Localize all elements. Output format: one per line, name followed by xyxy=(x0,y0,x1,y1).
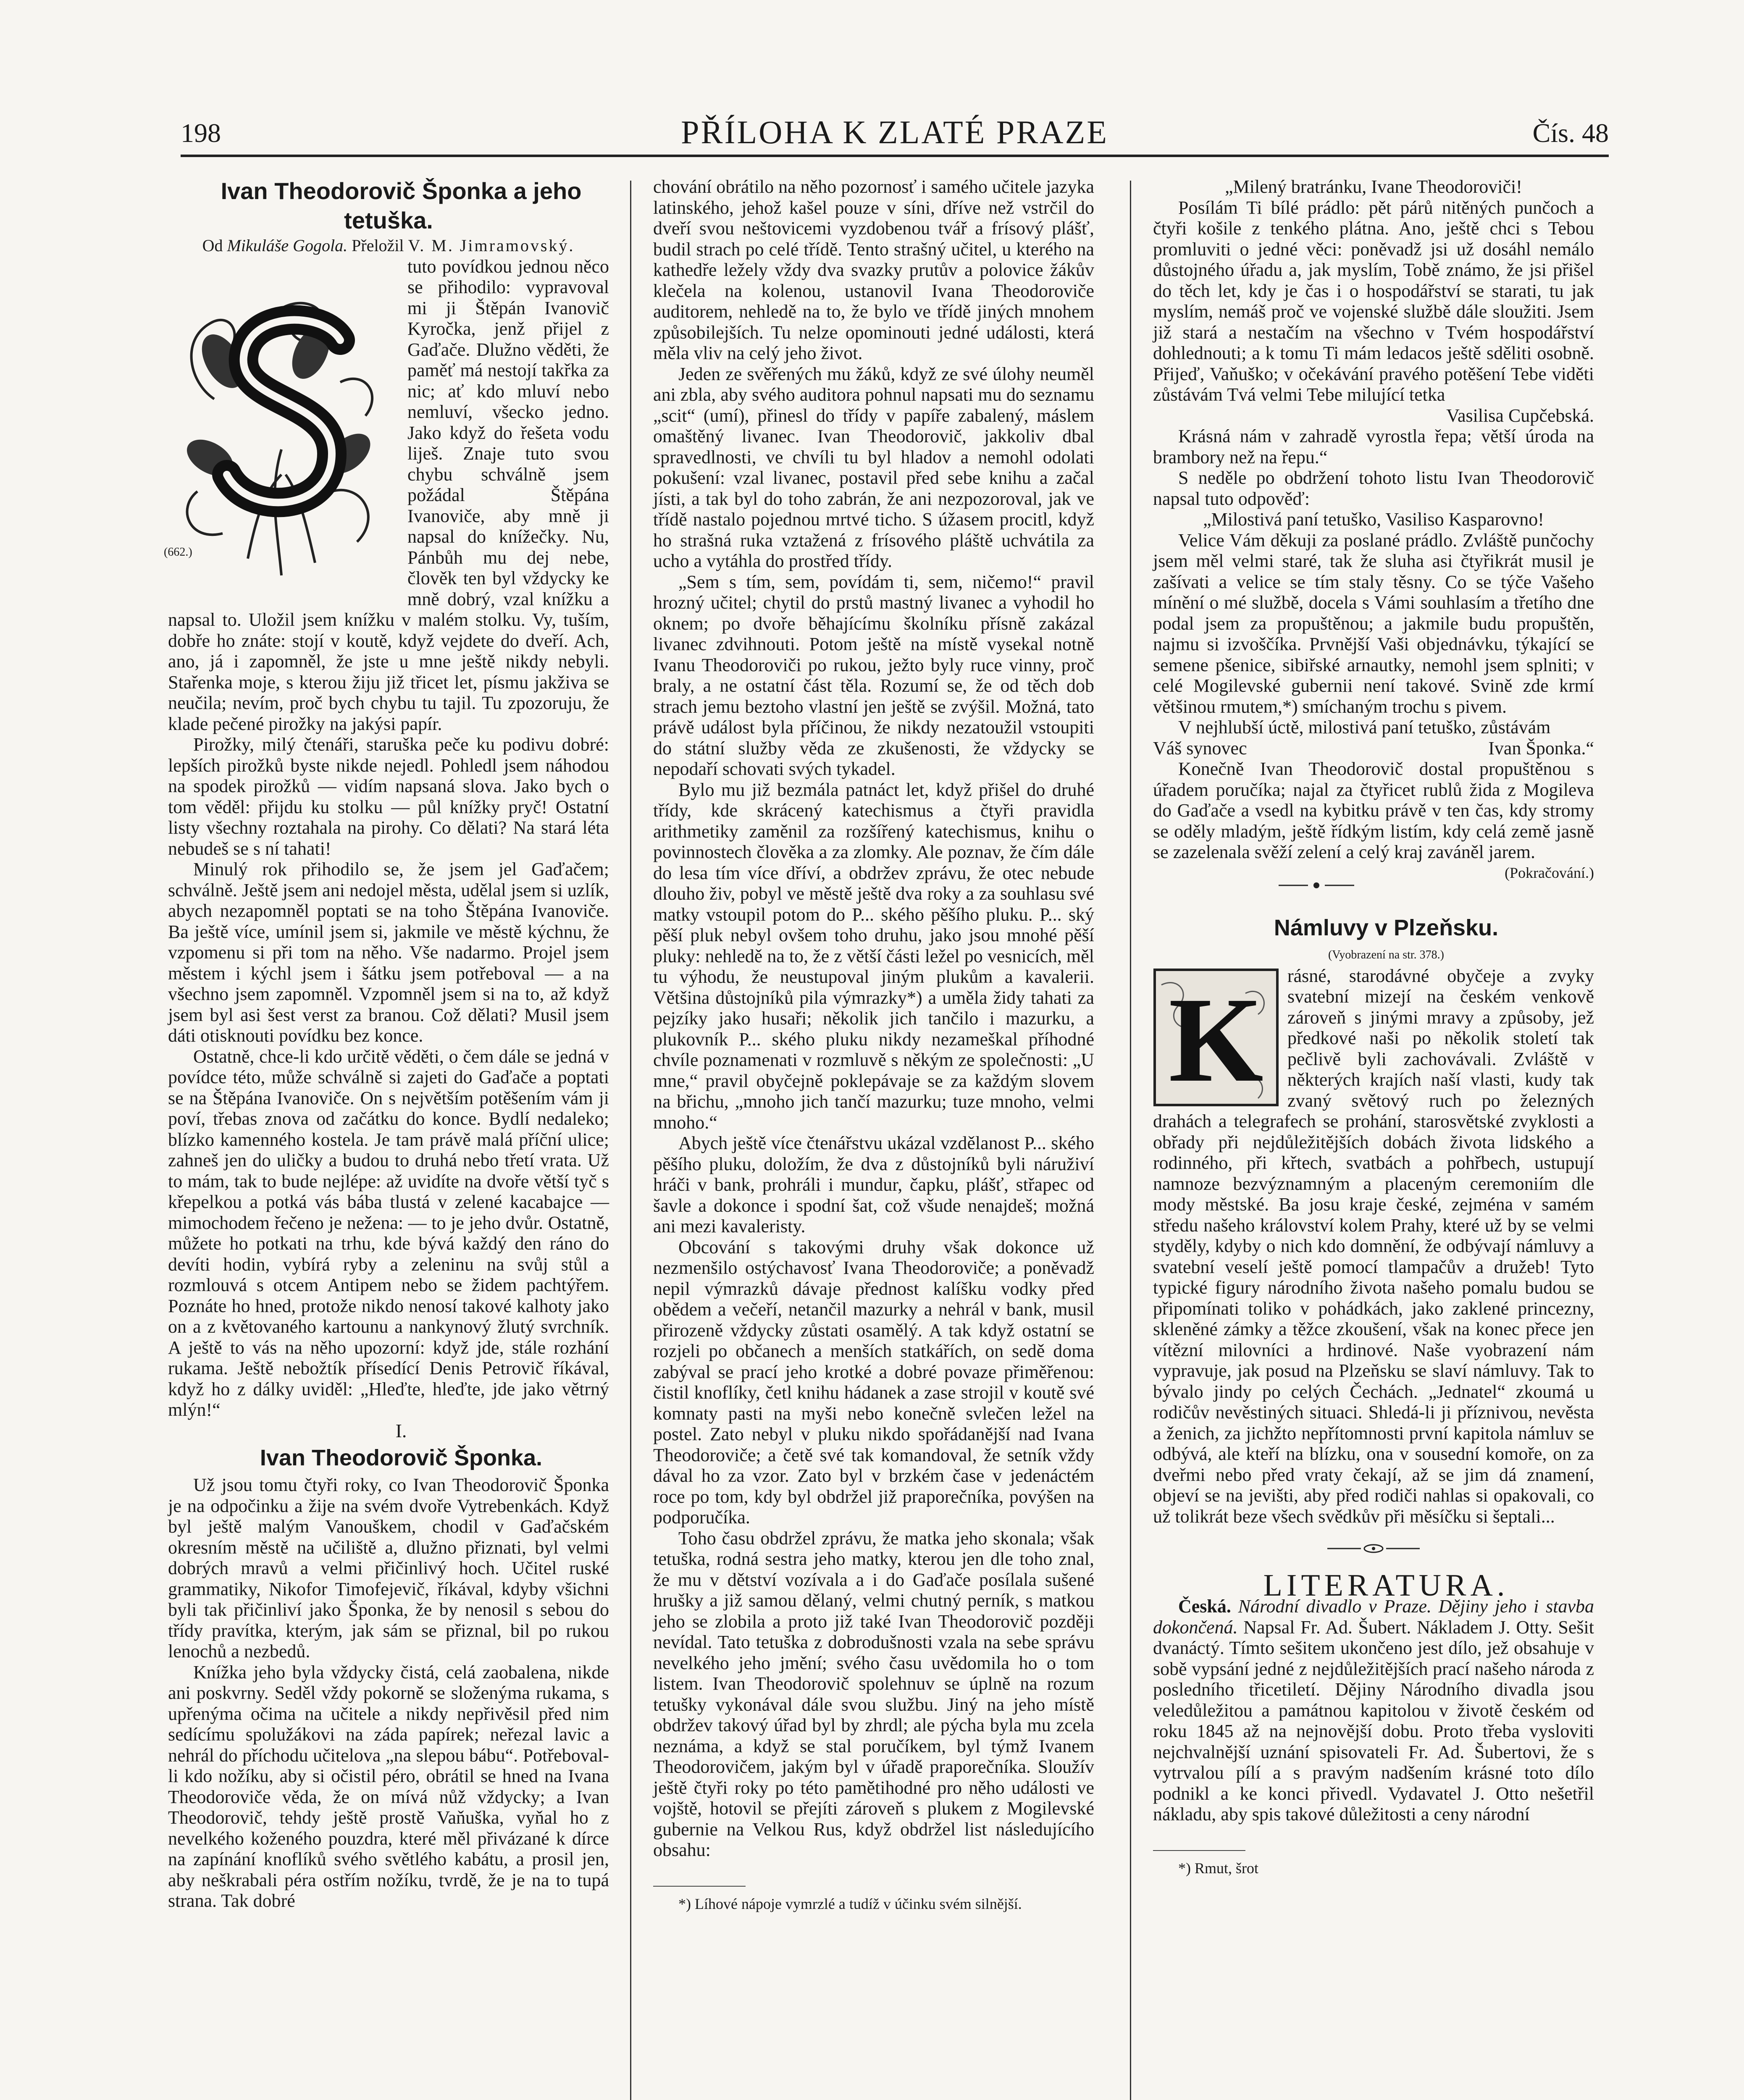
letter-signature: Vasilisa Cupčebská. xyxy=(1446,405,1594,426)
issue-number: Čís. 48 xyxy=(1532,118,1609,148)
section-title: Námluvy v Plzeňsku. xyxy=(1274,915,1499,940)
column-divider-2 xyxy=(1130,181,1131,2100)
ornament-icon xyxy=(1327,1544,1420,1554)
literature-heading: LITERATURA. xyxy=(1263,1568,1509,1603)
article-byline xyxy=(168,235,609,256)
letter-sign-line xyxy=(1153,738,1594,759)
paragraph xyxy=(1153,759,1594,881)
continued-note: (Pokračování.) xyxy=(1505,864,1594,881)
paragraph: Už jsou tomu čtyři roky, co Ivan Theodorovič Šponka je na odpočinku a žije na svém dvoře Vytrebenkách. Když byl ještě malým Vanouškem, chodil v Gaďačském okresním městě na učiliště a, dlužno přiznati, byl velmi dobrých mravů a velmi přičinlivý hoch. Učitel ruské grammatiky, Nikofor Timofejevič, říkával, kdyby všichni byli tak přičinliví jako Šponka, že by nenosil s sebou do třídy pravítka, kterým, jak sám se přiznal, bil po rukou lenochů a nezbedů. xyxy=(168,1475,609,1662)
illustration-number: (662.) xyxy=(164,546,192,559)
paragraph-text: Konečně Ivan Theodorovič dostal propuštěnou s úřadem poručíka; najal za čtyřicet rublů žida z Mogileva do Gaďače a vsedl na kybitku právě v ten čas, kdy stromy se oděly mladým, ještě řídkým listím, kdy celá země jasně se zazelenala svěží zelení a celý kraj zaváněl jarem. xyxy=(1153,759,1594,862)
letter-closing-word: Váš synovec xyxy=(1153,738,1247,759)
letter-closing: V nejhlubší úctě, milostivá paní tetuško, zůstávám xyxy=(1178,717,1551,738)
paragraph: Pirožky, milý čtenáři, staruška peče ku podivu dobré: lepších pirožků byste nikde nejedl. Pohledl jsem náhodou na spodek pirožků — vidím napsaná slova. Jako bych o tom věděl: přijdu ku stolku — půl knížky pryč! Ostatní listy všechny roztahala na pirohy. Co dělati? Na stará léta nebudeš se s ní tahati! xyxy=(168,734,609,859)
ornamental-k-icon xyxy=(1153,968,1279,1107)
ornament-icon xyxy=(1279,881,1354,890)
section-number: I. xyxy=(395,1420,407,1441)
paragraph: Jeden ze svěřených mu žáků, když ze své úlohy neuměl ani zbla, aby svého auditora pohnul napsati mu do seznamu „scit“ (umí), přinesl do třídy v papíře zabalený, máslem omaštěný livanec. Ivan Theodorovič, jakkoliv dbal spravedlnosti, ve chvíli tu byl hladov a nemohl odolati pokušení: vzal livanec, postavil před sebe knihu a začal jísti, a tak byl do toho zabrán, že ani nezpozoroval, jak ve třídě nastalo pojednou mrtvé ticho. S úžasem procitl, když ho strašná ruka vztažená z frísového pláště uchvátila za ucho a vytáhla do prostřed třídy. xyxy=(653,363,1094,571)
literature-label: Česká. xyxy=(1178,1596,1231,1617)
paragraph: chování obrátilo na něho pozornosť i samého učitele jazyka latinského, jehož kašel pouze v síni, dříve než vstrčil do dveří svou neštovicemi vyzdobenou tvář a frísový plášť, budil strach po celé třídě. Tento strašný učitel, u kterého na kathedře ležely vždy dva svazky prutův a polovice žákův klečela na kolenou, ustanovil Ivana Theodoroviče auditorem, nehledě na to, že bylo ve třídě jiných mnohem způsobilejších. Tu nelze opominouti jedné události, která měla vliv na celý jeho život. xyxy=(653,176,1095,363)
page-number: 198 xyxy=(181,118,221,148)
paragraph: Toho času obdržel zprávu, že matka jeho skonala; však tetuška, rodná sestra jeho matky, kterou jen dle toho znal, že mu v dětství vozívala a i do Gaďače posílala sušené hrušky a již samou dělaný, velmi chutný perník, s matkou jeho se zlobila a proto již také Ivan Theodorovič později nevídal. Tato tetuška z dobrodušnosti vzala na sebe správu nevelkého jeho jmění; svého času uvědomila ho o tom listem. Ivan Theodorovič spolehnuv se úplně na rozum tetušky vykonával dále svou službu. Jiný na jeho místě obdržev takový úřad byl by zhrdl; ale pýcha byla mu zcela neznáma, a když se stal poručíkem, byl týmž Ivanem Theodorovičem, jakým byl v úřadě praporečníka. Sloužív ještě čtyři roky po této pamětihodné pro něho události ve vojště, hotovil se přejíti zároveň s plukem z Mogilevské gubernie na Velkou Rus, když obdržel list následujícího obsahu: xyxy=(653,1528,1094,1860)
letter-postscript: Krásná nám v zahradě vyrostla řepa; větší úroda na brambory než na řepu.“ xyxy=(1153,426,1594,467)
author-name: Mikuláše Gogola. xyxy=(227,236,348,255)
ornament-divider xyxy=(1153,1538,1594,1559)
letter-salutation: „Milený bratránku, Ivane Theodoroviči! xyxy=(1225,176,1522,197)
letter-paragraph: Posílám Ti bílé prádlo: pět párů nitěných punčoch a čtyři košile z tenkého plátna. Ano, ještě chci s Tebou promluviti o jedné věci: poněvadž jsi už dosáhl nemálo důstojného úřadu a, jak myslím, Tobě známo, že jsi přišel do těch let, kdy je čas i o hospodářství se starati, tu jak myslím, nemáš proč ve vojenské službě dále sloužiti. Jsem již stará a nestačím na všechno v Tvém hospodářství dohlednouti; a k tomu Ti mám ledacos ještě sděliti osobně. Přijeď, Vaňuško; v očekávání pravého potěšení Tebe viděti zůstávám Tvá velmi Tebe milující tetka xyxy=(1153,197,1594,405)
header-rule xyxy=(181,155,1609,157)
paragraph: Obcování s takovými druhy však dokonce už nezmenšilo ostýchavosť Ivana Theodoroviče; a poněvadž nepil výmrazků dávaje přednost kalíšku vodky před obědem a večeří, netančil mazurky a nehrál v bank, musil přirozeně vždycky zůstati osamělý. A tak když ostatní se rozjeli po občanech a menších statkářích, on sedě doma zabýval se prací jeho krotké a dobré povaze přiměřenou: čistil knoflíky, četl knihu hádanek a zase strojil v koutě své komnaty pasti na myši nebo konečně svlečen ležel na postel. Zato nebyl v pluku nikdo spořádanější nad Ivana Theodoroviče; a četě své tak komandoval, že setník vždy dával ho za vzor. Zato byl v brzkém čase v jedenáctém roce po tom, kdy byl obdržel již praporečníka, povýšen na podporučíka. xyxy=(653,1236,1094,1528)
literature-text: Napsal Fr. Ad. Šubert. Nákladem J. Otty. Sešit dvanáctý. Tímto sešitem ukončeno jest dílo, jež obsahuje v sobě vypsání jedné z nejdůležitějších prací našeho národa z posledního třicetiletí. Dějiny Národního divadla jsou veledůležitou a památnou kapitolou v životě českém od roku 1845 až na nejnovější dobu. Proto třeba vysloviti nejchvalnější uznání spisovateli Fr. Ad. Šubertovi, že s vytrvalou pílí a s pravým nadšením krásné toto dílo podnikl a ke konci přivedl. Vydavatel J. Otto nešetřil nákladu, aby spis takové důležitosti a ceny národní xyxy=(1153,1617,1594,1824)
paragraph: S neděle po obdržení tohoto listu Ivan Theodorovič napsal tuto odpověď: xyxy=(1153,467,1594,509)
translator-name: V. M. Jimramovský. xyxy=(408,236,575,255)
article-title: Ivan Theodorovič Šponka a jeho tetuška. xyxy=(221,178,582,234)
letter-paragraph: Velice Vám děkuji za poslané prádlo. Zvláště punčochy jsem měl velmi staré, tak že sluha asi čtyřikrát musil je zašívati a velice se tím staly těsny. Co se týče Vašeho mínění o mé službě, docela s Vámi souhlasím a třetího dne podal jsem za propuštěnou; a jakmile budu propuštěn, najmu si izvoščíka. Prvnější Vaši objednávku, týkající se semene pšenice, sibiřské arnautky, nemohl jsem splniti; v celé Mogilevské gubernii není takové. Svině zde krmí většinou rmutem,*) smíchaným trochu s pivem. xyxy=(1153,530,1594,717)
column-1 xyxy=(164,176,609,1911)
letter-salutation: „Milostivá paní tetuško, Vasiliso Kasparovno! xyxy=(1203,509,1544,530)
byline-prefix: Od xyxy=(202,236,223,255)
paragraph: Knížka jeho byla vždycky čistá, celá zaobalena, nikde ani poskvrny. Seděl vždy pokorně se složenýma rukama, s upřenýma očima na učitele a nikdy nepřivěsil před nim sedícímu spolužákovi na záda papírek; neřezal lavic a nehrál do příchodu učitelova „na slepou bábu“. Potřeboval-li kdo nožíku, aby si očistil péro, obrátil se hned na Ivana Theodoroviče věda, že on mívá nůž vždycky; a Ivan Theodorovič, tehdy ještě prostě Vaňuška, vyňal ho z nevelkého koženého pouzdra, které měl přivázané k dírce na zapínání knoflíků svého světlého kabátu, a prosil jen, aby neškrabali péra ostřím nožíku, tvrdě, že je na to tupá strana. Tak dobré xyxy=(168,1662,609,1911)
translator-prefix: Přeložil xyxy=(352,236,404,255)
footnote: *) Rmut, šrot xyxy=(1178,1859,1259,1877)
paragraph: Bylo mu již bezmála patnáct let, když přišel do druhé třídy, kde skrácený katechismus a čtyři pravidla arithmetiky zaměnil za rozšířený katechismus, knihu o povinnostech člověka a za zlomky. Ale poznav, že čím dále do lesa tím více dříví, a obdržev zprávu, že otec nebude dlouho živ, pobyl ve městě ještě dva roky a za souhlasu své matky vstoupil potom do P... ského pěšího pluku. P... ský pěší pluk nebyl ovšem toho druhu, jako jsou mnohé pěší pluky: nehledě na to, že z větší části ležel po vesnicích, měl tu výhodu, že neustupoval jiným plukům a kavalerii. Většina důstojníků pila výmrazky*) a uměla židy tahati za pejzíky jako husaři; několik jich tančilo i mazurku, a plukovník P... ského pluku nikdy nezameškal příhodné chvíle poznamenati v rozmluvě s někým ze společnosti: „U mne,“ pravil obyčejně poklepávaje se za každým slovem na břichu, „mnoho jich tančí mazurku; tuze mnoho, velmi mnoho.“ xyxy=(653,779,1094,1133)
paragraph: Minulý rok přihodilo se, že jsem jel Gaďačem; schválně. Ještě jsem ani nedojel města, udělal jsem si uzlík, abych nezapomněl poptati se na toho Štěpána Ivanoviče. Ba ještě více, umínil jsem si, jakmile ve městě kýchnu, že vzpomenu si při tom na něho. Vše nadarmo. Projel jsem městem i kýchl jsem i šátku jsem potřeboval — a na všechno jsem zapomněl. Vzpomněl jsem si na to, až když jsem byl asi šest verst za branou. Což dělati? Musil jsem dáti otisknouti povídku bez konce. xyxy=(168,859,609,1046)
letter-signature: Ivan Šponka.“ xyxy=(1488,738,1594,759)
publication-title: PŘÍLOHA K ZLATÉ PRAZE xyxy=(681,114,1108,150)
paragraph: rásné, starodávné obyčeje a zvyky svatební mizejí na českém venkově zároveň s jinými mravy a způsoby, jež předkové naši po několik století tak pečlivě byli zachovávali. Zvláště v některých krajích naší vlasti, kudy tak zvaný světový ruch po železných drahách a telegrafech se prohání, starosvětské zvyklosti a obřady při nejdůležitějších dobách života lidského a rodinného, při křtech, svatbách a pohřbech, ustupují namnoze bezvýznamným a placeným ceremoniím dle mody městské. Ba josu kraje české, zejména v samém středu našeho království kolem Prahy, které už by se velmi styděly, kdyby o nich kdo domnění, že odbývají námluvy a svatební veselí ještě pomocí tlampačův a družeb! Tyto typické figury národního života našeho pomalu budou se připomínati toliko v pohádkách, jako zaklené princezny, skleněné zámky a těžce zkoušení, však na konec přece jen vítězní milovníci a hrdinové. Naše vyobrazení nám vypravuje, jak posud na Plzeňsku se slaví námluvy. Tak to bývalo jindy po celých Čechách. „Jednatel“ zkoumá u rodičův nevěstiných situaci. Shledá-li ji příznivou, nevěsta a ženich, za jichžto nepřítomnosti první kapitola námluv se odbývá, ale kteří na blízku, ona v sousední komoře, on za dveřmi nebo před vraty čekají, až se jim dá znamení, objeví se na jevišti, aby před rodiči nahlas si opakovali, co už tolikrát beze všech svědkův při měsíčku si šeptali... xyxy=(1153,965,1594,1527)
flower-initial-icon xyxy=(164,256,399,592)
section-title: Ivan Theodorovič Šponka. xyxy=(260,1445,543,1470)
column-divider-1 xyxy=(630,181,631,2100)
paragraph: Abych ještě více čtenářstvu ukázal vzdělanost P... ského pěšího pluku, doložím, že dva z důstojníků byli náruživí hráči v bank, prohráli i mundur, čapku, plášť, střapec od šavle a dokonce i spodní šat, což všude nenajdeš; možná ani mezi kavaleristy. xyxy=(653,1133,1094,1236)
paragraph: Ostatně, chce-li kdo určitě věděti, o čem dále se jedná v povídce této, může schválně si zajeti do Gaďače a poptati se na Štěpána Ivanoviče. On s největším potěšením vám ji poví, třebas znova od začátku do konce. Bydlí nedaleko; blízko kamenného kostela. Je tam právě malá příční ulice; zahneš jen do uličky a budou to druhá nebo třetí vrata. Už to mám, tak to bude nejlépe: až uvidíte na dvoře větší tyč s křepelkou a potká vás bába tlustá v zelené kacabajce — mimochodem řečeno je nežena: — to je jeho dvůr. Ostatně, můžete ho potkati na trhu, kde bývá každý den ráno do devíti hodin, vybírá ryby a zeleninu na svůj stůl a rozmlouvá s otcem Antipem nebo se židem pachtýřem. Poznáte ho hned, protože nikdo nenosí takové kalhoty jako on a z květovaného kartounu a nankynový žlutý svrchník. A ještě to vás na něho upozorní: když jde, stále rozhání rukama. Ještě nebožtík přísedící Denis Petrovič říkával, když ho z dálky uviděl: „Hleďte, hleďte, jde jako větrný mlýn!“ xyxy=(168,1046,609,1420)
footnote-rule xyxy=(653,1886,746,1887)
section-note: (Vyobrazení na str. 378.) xyxy=(1328,948,1445,961)
page-header xyxy=(181,113,1609,160)
literature-paragraph xyxy=(1153,1596,1594,1825)
footnote: *) Líhové nápoje vymrzlé a tudíž v účinku svém silnější. xyxy=(678,1895,1022,1912)
footnote-rule xyxy=(1153,1850,1245,1851)
illustrated-initial-k xyxy=(1153,968,1279,1107)
paragraph: tuto povídkou jednou něco se přihodilo: vypravoval mi ji Štěpán Ivanovič Kyročka, jenž přijel z Gaďače. Dlužno věděti, že paměť má nestojí takřka za nic; ať kdo mluví nebo nemluví, všecko jedno. Jako když do řešeta vodu liješ. Znaje tuto svou chybu schválně jsem požádal Štěpána Ivanoviče, aby mně ji napsal do knížečky. Nu, Pánbůh mu dej nebe, člověk ten byl vždycky ke mně dobrý, vzal knížku a napsal to. Uložil jsem knížku v malém stolku. Vy, tuším, dobře ho znáte: stojí v koutě, když vejdete do dveří. Ach, ano, já i zapomněl, že jste u mne ještě nikdy nebyli. Stařenka moje, s kterou žiju již třicet let, písmu jakživa se neučila; nevím, proč bych chybu tu tajil. Tu zpozoruju, že klade pečené pirožky na jakýsi papír. xyxy=(168,256,609,734)
illustrated-initial-s xyxy=(164,256,399,592)
literature-subject: Národní divadlo v Praze. Dějiny jeho i stavba dokončená. xyxy=(1153,1596,1594,1638)
svg-text:K: K xyxy=(1169,972,1263,1107)
column-3 xyxy=(1153,176,1594,1877)
column-2 xyxy=(653,176,1094,1913)
paragraph: „Sem s tím, sem, povídám ti, sem, ničemo!“ pravil hrozný učitel; chytil do prstů mastný livanec a vyhodil ho oknem; po dvoře běhajícímu školníku přísně zakázal livanec zdvihnouti. Potom ještě na místě vysekal notně Ivanu Theodoroviči po rukou, ježto byly ruce vinny, proč braly, a ne ostatní část těla. Rozumí se, že od těch dob strach jemu beztoho vlastní jen ještě se zvýšil. Možná, tato právě událost byla příčinou, že nikdy nezatoužil vstoupiti do státní služby věda ze zkušenosti, že vždycky se nepodaří schovati svých tykadel. xyxy=(653,571,1094,779)
